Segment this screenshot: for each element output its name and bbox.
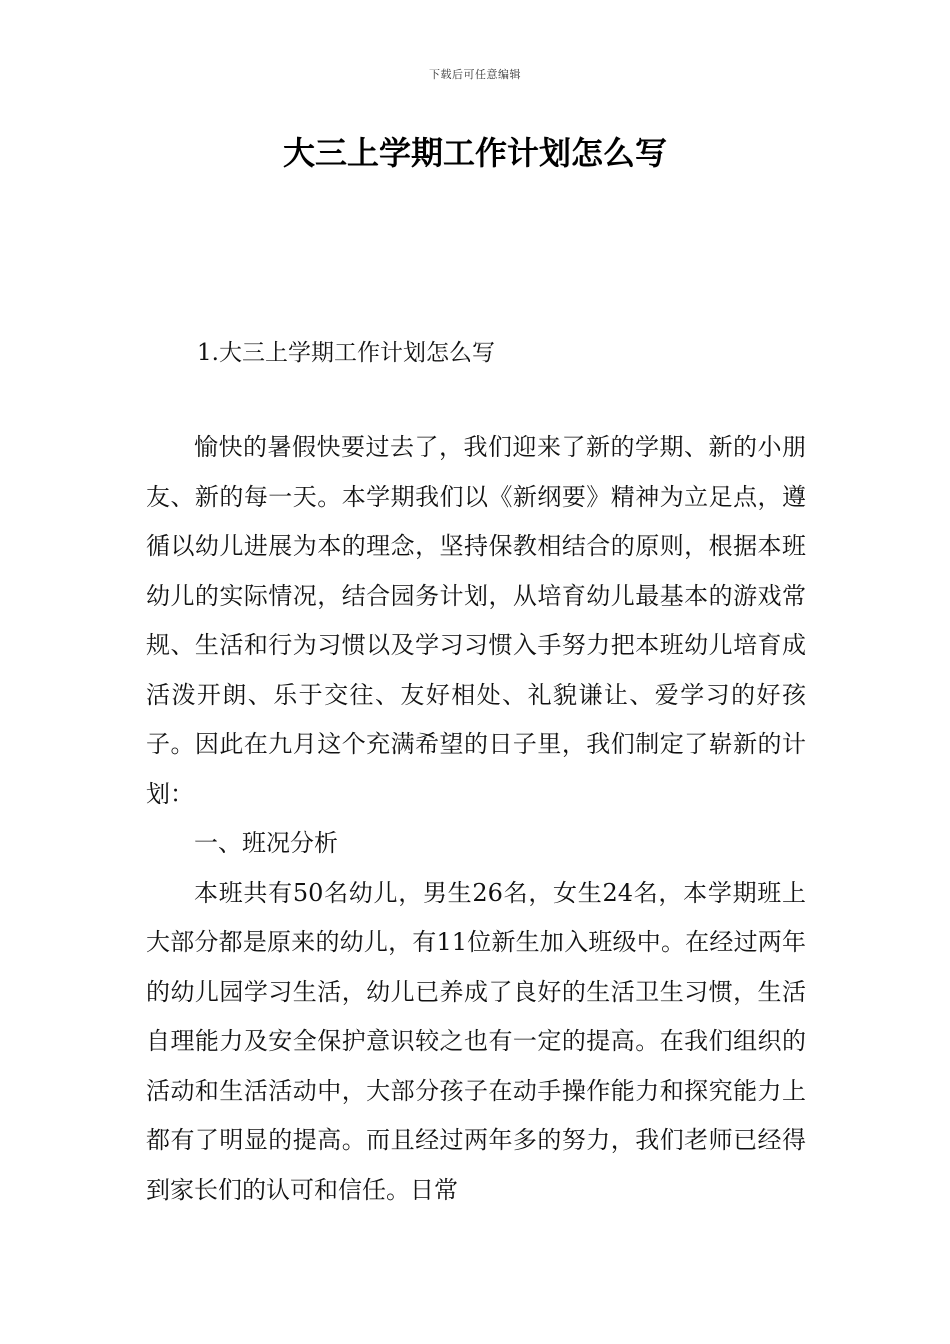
class-analysis-paragraph: 本班共有50名幼儿，男生26名，女生24名，本学期班上大部分都是原来的幼儿，有11位新生加入班级中。在经过两年的幼儿园学习生活，幼儿已养成了良好的生活卫生习惯，生活自理能力及安全保护意识较之也有一定的提高。在我们组织的活动和生活活动中，大部分孩子在动手操作能力和探究能力上都有了明显的提高。而且经过两年多的努力，我们老师已经得到家长们的认可和信任。日常 bbox=[146, 878, 806, 1204]
subsection-heading: 一、班况分析 bbox=[194, 829, 338, 857]
document-title: 大三上学期工作计划怎么写 bbox=[282, 134, 667, 172]
body-text bbox=[146, 423, 806, 1215]
section-heading: 1.大三上学期工作计划怎么写 bbox=[197, 340, 495, 366]
intro-paragraph: 愉快的暑假快要过去了，我们迎来了新的学期、新的小朋友、新的每一天。本学期我们以《新纲要》精神为立足点，遵循以幼儿进展为本的理念，坚持保教相结合的原则，根据本班幼儿的实际情况，结合园务计划，从培育幼儿最基本的游戏常规、生活和行为习惯以及学习习惯入手努力把本班幼儿培育成活泼开朗、乐于交往、友好相处、礼貌谦让、爱学习的好孩子。因此在九月这个充满希望的日子里，我们制定了崭新的计划： bbox=[146, 433, 806, 808]
header-note: 下载后可任意编辑 bbox=[429, 68, 521, 81]
